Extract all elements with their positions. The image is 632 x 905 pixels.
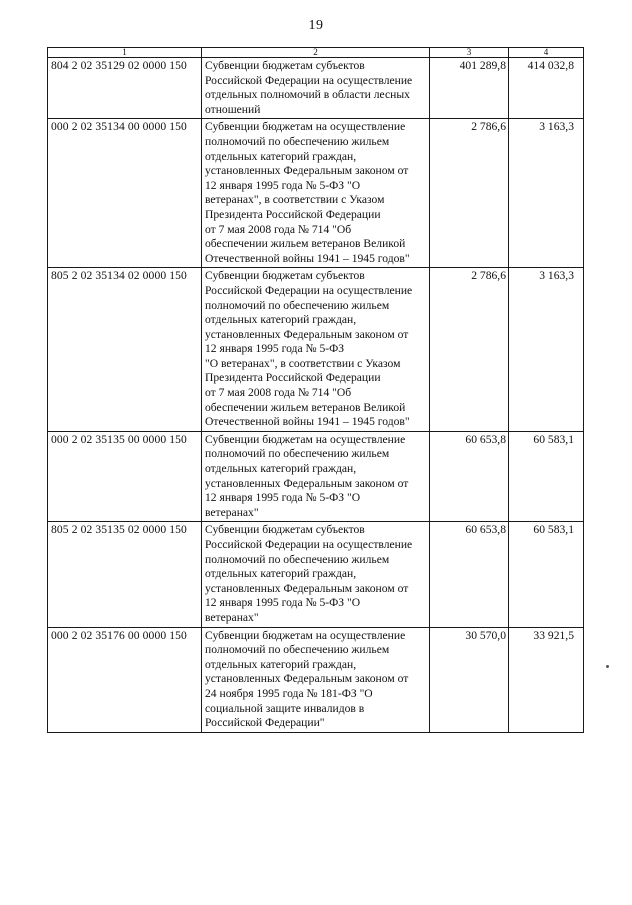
budget-code-cell: 805 2 02 35134 02 0000 150 (48, 268, 202, 432)
budget-table (47, 47, 584, 733)
budget-code-cell: 804 2 02 35129 02 0000 150 (48, 58, 202, 119)
description-cell: Субвенции бюджетам субъектов Российской Федерации на осуществление полномочий по обеспечению жильем отдельных категорий граждан, установленных Федеральным законом от 12 января 1995 года № 5-ФЗ "О ветеранах", в соответствии с Указом Президента Российской Федерации от 7 мая 2008 года № 714 "Об обеспечении жильем ветеранов Великой Отечественной войны 1941 – 1945 годов" (202, 268, 430, 432)
description-cell: Субвенции бюджетам субъектов Российской Федерации на осуществление отдельных полномочий в области лесных отношений (202, 58, 430, 119)
column-header-value-2: 4 (509, 48, 584, 58)
table-row (48, 431, 584, 522)
value-cell-col4: 33 921,5 (509, 627, 584, 732)
value-cell-col3: 60 653,8 (430, 522, 509, 627)
table-row (48, 522, 584, 627)
table-row (48, 268, 584, 432)
value-cell-col4: 3 163,3 (509, 268, 584, 432)
table-row (48, 627, 584, 732)
budget-code-cell: 000 2 02 35176 00 0000 150 (48, 627, 202, 732)
table-header (48, 48, 584, 58)
value-cell-col3: 60 653,8 (430, 431, 509, 522)
column-header-value-1: 3 (430, 48, 509, 58)
page-number: 19 (308, 18, 324, 33)
value-cell-col3: 401 289,8 (430, 58, 509, 119)
value-cell-col4: 3 163,3 (509, 119, 584, 268)
column-header-description: 2 (202, 48, 430, 58)
value-cell-col4: 60 583,1 (509, 431, 584, 522)
description-cell: Субвенции бюджетам на осуществление полномочий по обеспечению жильем отдельных категорий граждан, установленных Федеральным законом от 24 ноября 1995 года № 181-ФЗ "О социальной защите инвалидов в Российской Федерации" (202, 627, 430, 732)
value-cell-col4: 414 032,8 (509, 58, 584, 119)
table-row (48, 58, 584, 119)
budget-code-cell: 000 2 02 35134 00 0000 150 (48, 119, 202, 268)
value-cell-col3: 2 786,6 (430, 119, 509, 268)
description-cell: Субвенции бюджетам на осуществление полномочий по обеспечению жильем отдельных категорий граждан, установленных Федеральным законом от 12 января 1995 года № 5-ФЗ "О ветеранах" (202, 431, 430, 522)
header-row (48, 48, 584, 58)
value-cell-col3: 2 786,6 (430, 268, 509, 432)
value-cell-col3: 30 570,0 (430, 627, 509, 732)
budget-code-cell: 000 2 02 35135 00 0000 150 (48, 431, 202, 522)
value-cell-col4: 60 583,1 (509, 522, 584, 627)
description-cell: Субвенции бюджетам субъектов Российской Федерации на осуществление полномочий по обеспечению жильем отдельных категорий граждан, установленных Федеральным законом от 12 января 1995 года № 5-ФЗ "О ветеранах" (202, 522, 430, 627)
table-body (48, 58, 584, 733)
table-row (48, 119, 584, 268)
description-cell: Субвенции бюджетам на осуществление полномочий по обеспечению жильем отдельных категорий граждан, установленных Федеральным законом от 12 января 1995 года № 5-ФЗ "О ветеранах", в соответствии с Указом Президента Российской Федерации от 7 мая 2008 года № 714 "Об обеспечении жильем ветеранов Великой Отечественной войны 1941 – 1945 годов" (202, 119, 430, 268)
column-header-code: 1 (48, 48, 202, 58)
scan-speck (606, 665, 609, 668)
budget-code-cell: 805 2 02 35135 02 0000 150 (48, 522, 202, 627)
